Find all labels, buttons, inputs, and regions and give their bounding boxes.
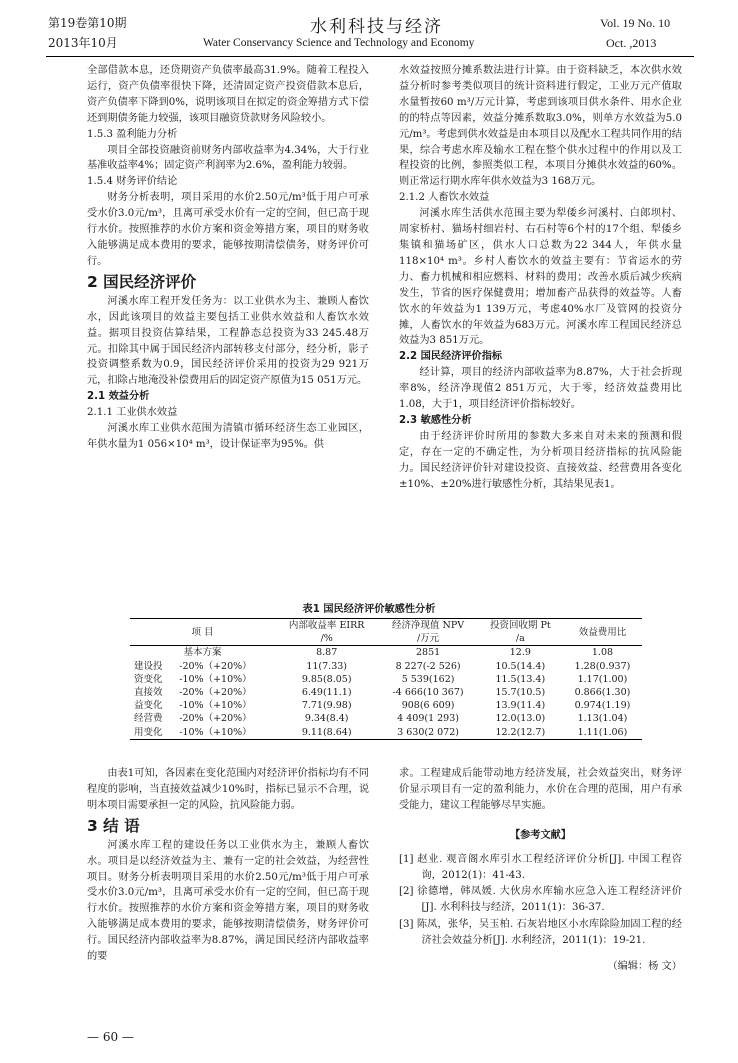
table-cell: 1.28(0.937) [574, 660, 631, 672]
table-cell: 12.0(13.0) [495, 713, 546, 725]
table-cell: 11.5(13.4) [495, 673, 546, 685]
paragraph: 财务分析表明，项目采用的水价2.50元/m³低于用户可承受水价3.0元/m³，且离可承受水价有一定的空间，但已高于现行水价。按照推荐的水价方案和资金筹措方案，项目的财务收入能够满足成本费用的要求，能够按期清偿债务，财务评价可行。 [87, 192, 369, 267]
table-cell: 0.866(1.30) [574, 687, 631, 699]
table-cell: -20%（+20%） [179, 713, 252, 725]
table-row [130, 712, 642, 725]
column-header-pt: 投资回收期 Pt [489, 620, 551, 631]
editor-note: （编辑：杨 文） [607, 961, 682, 973]
section-heading-2-2: 2.2 国民经济评价指标 [399, 351, 503, 363]
unit-npv: /万元 [416, 633, 440, 645]
reference-list [399, 852, 682, 949]
table-cell: -20%（+20%） [179, 687, 252, 699]
section-heading-2-1: 2.1 效益分析 [87, 391, 150, 403]
section-heading-2: 2 国民经济评价 [87, 272, 197, 291]
table-cell: 经营费 [134, 713, 163, 725]
right-column [399, 63, 682, 492]
table-row [130, 660, 642, 673]
table-cell: -20%（+20%） [179, 660, 252, 672]
table-cell: -10%（+10%） [179, 673, 252, 685]
unit-eirr: /% [320, 633, 333, 645]
table-cell: 益变化 [134, 700, 163, 712]
sensitivity-table [130, 618, 642, 740]
table-cell: 9.85(8.05) [301, 673, 352, 685]
paragraph: 河溪水库工业供水范围为清镇市循环经济生态工业园区，年供水量为1 056×10⁴ m³，设计保证率为95%。供 [87, 423, 369, 450]
reference-item: [2] 徐德增，韩凤媛. 大伙房水库输水应急入连工程经济评价[J]. 水利科技与经济，2011(1)：36-37. [399, 886, 682, 914]
table-cell: 7.71(9.98) [301, 700, 352, 712]
table-row-base [130, 646, 642, 660]
table-cell: 资变化 [134, 673, 163, 685]
section-heading-2-1-1: 2.1.1 工业供水效益 [87, 407, 178, 419]
unit-pt: /a [515, 633, 525, 645]
table-cell: 直接效 [134, 687, 163, 699]
table-cell: 8.87 [316, 647, 338, 659]
section-heading-2-1-2: 2.1.2 人畜饮水效益 [399, 192, 490, 204]
table-cell: 15.7(10.5) [495, 687, 546, 699]
paragraph: 河溪水库工程开发任务为：以工业供水为主、兼顾人畜饮水，因此该项目的效益主要包括工业供水效益和人畜饮水效益。据项目投资估算结果，工程静态总投资为33 245.48万元。扣除其中属于国民经济内部转移支付部分，经分析，影子投资调整系数为0.9，国民经济评价采用的投资为29 921万元，扣除占地淹没补偿费用后的固定资产原值为15 051万元。 [87, 295, 369, 387]
paragraph: 经计算，项目的经济内部收益率为8.87%，大于社会折现率8%，经济净现值2 851万元，大于零，经济效益费用比1.08，大于1，项目经济评价指标较好。 [399, 367, 682, 411]
date-en: Oct. ,2013 [606, 36, 657, 50]
section-heading-3: 3 结 语 [87, 816, 140, 835]
table-cell: 2851 [415, 647, 441, 659]
table-cell: -4 666(10 367) [392, 687, 464, 699]
table-cell: 12.9 [509, 647, 531, 659]
date-cn: 2013年10月 [48, 36, 118, 50]
section-heading-2-3: 2.3 敏感性分析 [399, 414, 472, 426]
table-cell: 9.11(8.64) [301, 726, 352, 738]
paragraph: 由表1可知，各因素在变化范围内对经济评价指标均有不同程度的影响，当直接效益减少10%时，指标已显示不合理，说明本项目需要承担一定的风险，抗风险能力弱。 [87, 768, 369, 811]
column-header-eirr: 内部收益率 EIRR [288, 620, 365, 631]
table-cell: 8 227(-2 526) [395, 660, 461, 672]
table-row [130, 726, 642, 740]
table-cell: 5 539(162) [401, 673, 455, 685]
table-cell: 1.17(1.00) [577, 673, 628, 685]
column-header-item: 项 目 [191, 626, 214, 638]
table-cell: 13.9(11.4) [495, 700, 546, 712]
reference-item: [3] 陈凤，张华，吴玉柏. 石灰岩地区小水库除险加固工程的经济社会效益分析[J]. 水利经济，2011(1)：19-21. [399, 919, 682, 947]
table-row [130, 699, 642, 712]
table-cell: 4 409(1 293) [397, 713, 459, 725]
paragraph: 河溪水库生活供水范围主要为犁倭乡河溪村、白郎坝村、周家桥村、猫场村细岩村、右石村等6个村的17个组、犁倭乡集镇和猫场矿区，供水人口总数为22 344人，年供水量118×10⁴ m³。乡村人畜饮水的效益主要有：节省运水的劳力、畜力机械和相应燃料、材料的费用；改善水质后减少疾病发生，节省的医疗保健费用；增加畜产品获得的效益等。人畜饮水的年效益为1 139万元，考虑40%水厂及管网的投资分摊，人畜饮水的年效益为683万元。河溪水库工程国民经济总效益为3 851万元。 [399, 208, 682, 347]
table-row [130, 673, 642, 686]
paragraph: 水效益按照分摊系数法进行计算。由于资料缺乏，本次供水效益分析时参考类似项目的统计资料进行假定，工业万元产值取水量暂按60 m³/万元计算，考虑到该项目供水条件、用水企业的的特点等因素，效益分摊系数取3.0%，则单方水效益为5.0元/m³。考虑到供水效益是由本项目以及配水工程共同作用的结果，综合考虑水库及输水工程在整个供水过程中的作用以及工程投资的比例，参照类似工程，本项目分摊供水效益的60%。则正常运行期水库年供水效益为3 168万元。 [399, 65, 682, 188]
column-header-ratio: 效益费用比 [578, 626, 627, 638]
table-cell: 建设投 [134, 660, 163, 672]
header-rule [46, 56, 694, 57]
column-header-npv: 经济净现值 NPV [392, 620, 465, 631]
table-cell: 0.974(1.19) [574, 700, 631, 712]
paragraph: 求。工程建成后能带动地方经济发展，社会效益突出，财务评价显示项目有一定的盈利能力，水价在合理的范围，用户有承受能力，建议工程能够尽早实施。 [399, 768, 682, 811]
left-column [87, 63, 369, 453]
right-column-lower [399, 766, 682, 975]
paragraph: 项目全部投资融资前财务内部收益率为4.34%，大于行业基准收益率4%；固定资产利润率为2.6%，盈利能力较弱。 [87, 144, 369, 172]
table-cell: 1.11(1.06) [577, 726, 628, 738]
table-caption: 表1 国民经济评价敏感性分析 [302, 604, 436, 615]
table-cell: 基本方案 [183, 647, 222, 659]
references-title: 【参考文献】 [509, 829, 572, 841]
table-cell: 6.49(11.1) [301, 687, 352, 699]
paragraph: 由于经济评价时所用的参数大多来自对未来的预测和假定，存在一定的不确定性，为分析项目经济指标的抗风险能力。国民经济评价针对建设投资、直接效益、经营费用各变化±10%、±20%进行敏感性分析，其结果见表1。 [399, 430, 682, 490]
table-cell: 908(6 609) [401, 700, 455, 712]
table-cell: 9.34(8.4) [304, 713, 349, 725]
table-cell: -10%（+10%） [179, 726, 252, 738]
volume-issue-cn: 第19卷第10期 [48, 16, 127, 30]
table-cell: 1.08 [591, 647, 614, 659]
table-cell: 11(7.33) [306, 660, 347, 672]
table-cell: 12.2(12.7) [495, 726, 546, 738]
paragraph: 河溪水库工程的建设任务以工业供水为主，兼顾人畜饮水。项目是以经济效益为主、兼有一定的社会效益，为经营性项目。财务分析表明项目采用的水价2.50元/m³低于用户可承受水价3.0元/m³，且离可承受水价有一定的空间，但已高于现行水价。按照推荐的水价方案和资金筹措方案，项目的财务收入能够满足成本费用的要求，能够按期清偿债务，财务评价可行。国民经济内部收益率为8.87%，满足国民经济内部收益率的要 [87, 839, 369, 963]
section-heading-1-5-4: 1.5.4 财务评价结论 [87, 176, 178, 188]
table-cell: 10.5(14.4) [495, 660, 546, 672]
reference-item: [1] 赵业. 观音阁水库引水工程经济评价分析[J]. 中国工程咨询，2012(1)：41-43. [399, 853, 682, 881]
journal-title-cn: 水利科技与经济 [310, 17, 443, 37]
left-column-lower [87, 766, 369, 965]
paragraph: 全部借款本息，还贷期资产负债率最高31.9%。随着工程投入运行，资产负债率很快下降，还清固定资产投资借款本息后，资产负债率下降到0%，说明该项目在拟定的资金筹措方式下偿还到期债务能力较强，该项目融资贷款财务风险较小。 [87, 65, 369, 124]
table-cell: 3 630(2 072) [397, 726, 459, 738]
table-cell: 用变化 [134, 726, 163, 738]
section-heading-1-5-3: 1.5.3 盈利能力分析 [87, 128, 178, 140]
table-cell: -10%（+10%） [179, 700, 252, 712]
journal-title-en: Water Conservancy Science and Technology and Economy [203, 37, 475, 49]
table-cell: 1.13(1.04) [577, 713, 628, 725]
page-number: — 60 — [87, 1030, 134, 1044]
volume-issue-en: Vol. 19 No. 10 [600, 16, 671, 30]
table-row [130, 686, 642, 699]
